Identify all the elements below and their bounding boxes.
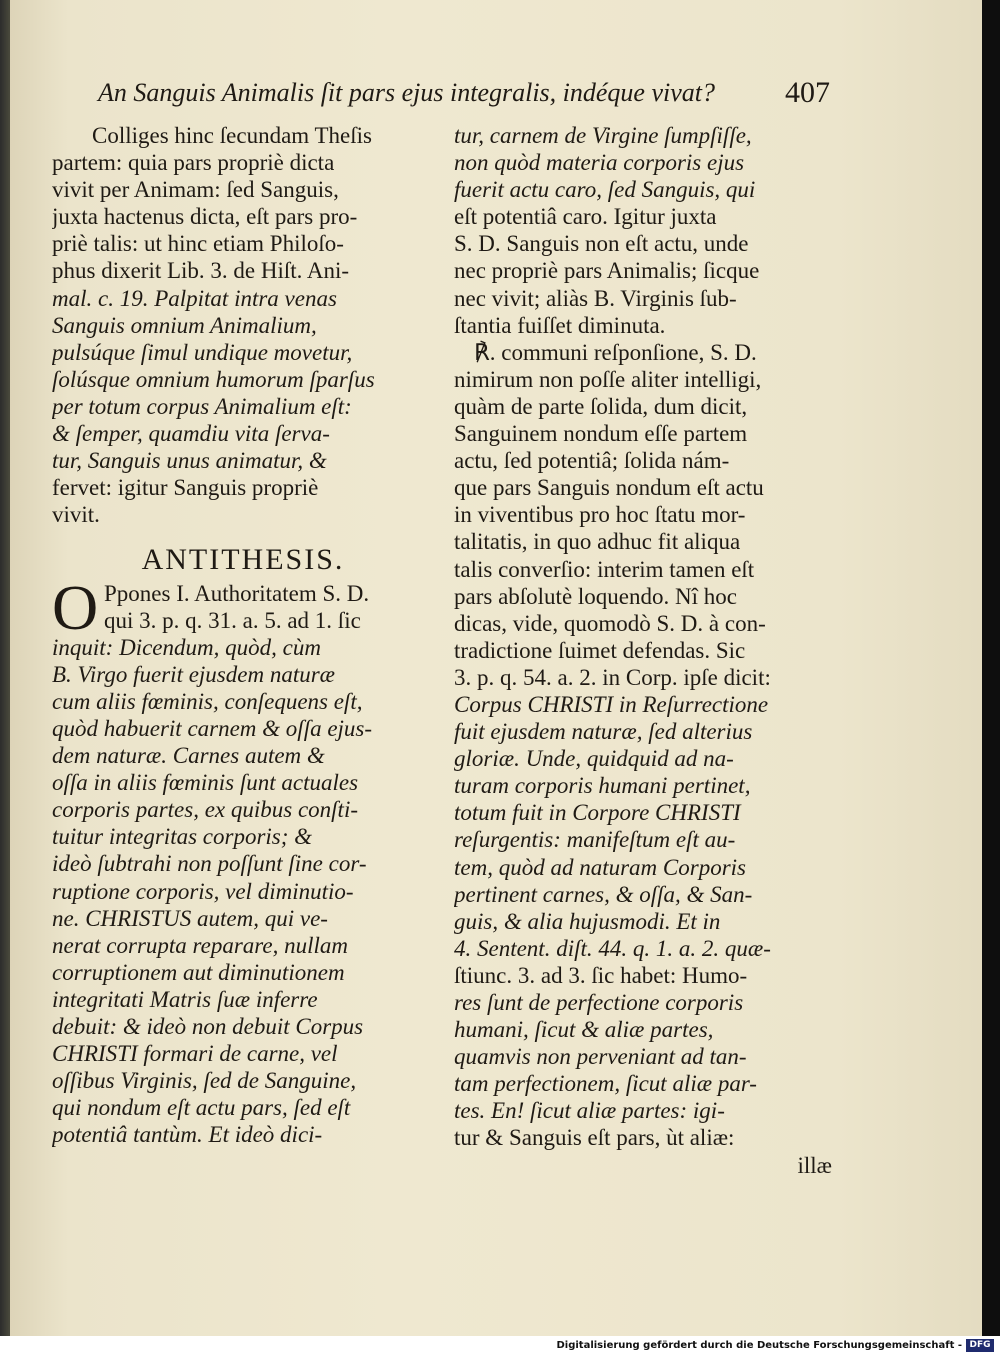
left-column — [52, 122, 434, 1148]
text-line: dicas, vide, quomodò S. D. à con- — [454, 610, 766, 636]
text-line: qui 3. p. q. 31. a. 5. ad 1. ſic — [104, 607, 361, 633]
text-line: res ſunt de perfectione corporis — [454, 990, 744, 1015]
text-line: tem, quòd ad naturam Corporis — [454, 854, 746, 880]
text-line: ſtiunc. 3. ad 3. ſic habet: Humo- — [454, 962, 748, 988]
text-line: CHRISTI formari de carne, vel — [52, 1041, 338, 1067]
text-line: quàm de parte ſolida, dum dicit, — [454, 393, 748, 419]
text-line: Sanguis omnium Animalium, — [52, 312, 317, 338]
text-line: mal. c. 19. Palpitat intra venas — [52, 285, 337, 311]
text-line: guis, & alia hujusmodi. Et in — [454, 908, 721, 934]
text-line: phus dixerit Lib. 3. de Hiſt. Ani- — [52, 258, 350, 284]
text-line: cum aliis fœminis, conſequens eſt, — [52, 688, 363, 714]
text-line: talitatis, in quo adhuc fit aliqua — [454, 529, 741, 555]
text-line: que pars Sanguis nondum eſt actu — [454, 475, 764, 501]
text-line: tradictione ſuimet defendas. Sic — [454, 637, 746, 663]
text-line: corporis partes, ex quibus conſti- — [52, 797, 358, 823]
catchword: illæ — [797, 1152, 832, 1178]
text-line: quamvis non perveniant ad tan- — [454, 1044, 747, 1070]
text-line: corruptionem aut diminutionem — [52, 959, 345, 985]
text-line: vivit per Animam: ſed Sanguis, — [52, 177, 339, 203]
text-line: priè talis: ut hinc etiam Philoſo- — [52, 231, 344, 257]
text-line: ne. CHRISTUS autem, qui ve- — [52, 905, 328, 931]
text-line: eſt potentiâ caro. Igitur juxta — [454, 204, 717, 230]
paragraph-antithesis — [52, 571, 434, 1149]
text-line: 3. p. q. 54. a. 2. in Corp. ipſe dicit: — [454, 664, 771, 690]
text-line: turam corporis humani pertinet, — [454, 773, 751, 799]
text-line: ideò ſubtrahi non poſſunt ſine cor- — [52, 851, 367, 877]
text-line: oſſa in aliis fœminis ſunt actuales — [52, 770, 359, 796]
text-line: juxta hactenus dicta, eſt pars pro- — [52, 204, 358, 230]
text-line: Ppones I. Authoritatem S. D. — [104, 580, 370, 606]
text-line: & ſemper, quamdiu vita ſerva- — [52, 421, 330, 447]
page-number: 407 — [785, 76, 830, 109]
paragraph-thesis — [52, 122, 434, 528]
text-line: pulsúque ſimul undique movetur, — [52, 339, 353, 365]
drop-cap: O — [52, 571, 99, 643]
text-line: totum fuit in Corpore CHRISTI — [454, 800, 741, 826]
text-line: Colliges hinc ſecundam Theſis — [92, 123, 372, 148]
text-line: per totum corpus Animalium eſt: — [52, 393, 352, 419]
text-line: pars abſolutè loquendo. Nî hoc — [454, 583, 737, 609]
text-line: tur, carnem de Virgine ſumpſiſſe, — [454, 123, 752, 148]
book-page — [10, 0, 982, 1336]
dfg-logo-icon: DFG — [966, 1339, 994, 1352]
text-line: fuit ejusdem naturæ, ſed alterius — [454, 719, 753, 745]
text-line: nec vivit; aliàs B. Virginis ſub- — [454, 285, 737, 311]
text-line: reſurgentis: manifeſtum eſt au- — [454, 827, 736, 853]
text-line: nec propriè pars Animalis; ſicque — [454, 258, 760, 284]
text-line: fuerit actu caro, ſed Sanguis, qui — [454, 177, 756, 203]
funding-credit: Digitalisierung gefördert durch die Deutsche Forschungsgemeinschaft - — [556, 1340, 962, 1351]
text-line: quòd habuerit carnem & oſſa ejus- — [52, 715, 373, 741]
scan-right-edge — [982, 0, 1000, 1336]
text-line: qui nondum eſt actu pars, ſed eſt — [52, 1095, 351, 1121]
text-line: potentiâ tantùm. Et ideò dici- — [52, 1122, 323, 1148]
text-line: integritati Matris ſuæ inferre — [52, 986, 318, 1012]
text-line: fervet: igitur Sanguis propriè — [52, 475, 319, 501]
text-line: ℟. communi reſponſione, S. D. — [474, 339, 757, 365]
text-line: tes. En! ſicut aliæ partes: igi- — [454, 1098, 725, 1124]
text-line: debuit: & ideò non debuit Corpus — [52, 1014, 364, 1039]
section-title: ANTITHESIS. — [141, 543, 345, 577]
text-line: inquit: Dicendum, quòd, cùm — [52, 634, 321, 660]
text-line: Sanguinem nondum eſſe partem — [454, 421, 748, 447]
text-line: S. D. Sanguis non eſt actu, unde — [454, 231, 749, 257]
text-line: tuitur integritas corporis; & — [52, 824, 313, 850]
text-line: tur, Sanguis unus animatur, & — [52, 448, 327, 474]
text-line: in viventibus pro hoc ſtatu mor- — [454, 502, 746, 528]
text-line: partem: quia pars propriè dicta — [52, 150, 335, 176]
digitization-footer — [0, 1336, 1000, 1356]
page-header — [98, 78, 838, 118]
text-line: tur & Sanguis eſt pars, ùt aliæ: — [454, 1125, 735, 1151]
book-binding-edge — [0, 0, 10, 1336]
text-line: ſtantia fuiſſet diminuta. — [454, 312, 666, 338]
text-line: nerat corrupta reparare, nullam — [52, 932, 349, 958]
text-line: dem naturæ. Carnes autem & — [52, 743, 325, 769]
text-line: B. Virgo fuerit ejusdem naturæ — [52, 661, 336, 687]
text-line: Corpus CHRISTI in Reſurrectione — [454, 691, 769, 717]
right-column — [454, 122, 832, 1179]
text-line: oſſibus Virginis, ſed de Sanguine, — [52, 1068, 357, 1094]
text-line: actu, ſed potentiâ; ſolida nám- — [454, 448, 730, 474]
text-line: non quòd materia corporis ejus — [454, 150, 745, 176]
text-line: humani, ſicut & aliæ partes, — [454, 1017, 714, 1043]
text-line: nimirum non poſſe aliter intelligi, — [454, 366, 762, 392]
text-line: pertinent carnes, & oſſa, & San- — [454, 881, 753, 907]
text-line: tam perfectionem, ſicut aliæ par- — [454, 1071, 757, 1097]
running-head: An Sanguis Animalis ſit pars ejus integralis, indéque vivat? — [98, 78, 715, 107]
text-line: vivit. — [52, 502, 100, 528]
text-line: 4. Sentent. diſt. 44. q. 1. a. 2. quæ- — [454, 935, 771, 961]
text-line: gloriæ. Unde, quidquid ad na- — [454, 746, 734, 772]
text-line: talis converſio: interim tamen eſt — [454, 556, 755, 582]
text-line: ruptione corporis, vel diminutio- — [52, 878, 354, 904]
text-line: ſolúsque omnium humorum ſparſus — [52, 366, 375, 392]
